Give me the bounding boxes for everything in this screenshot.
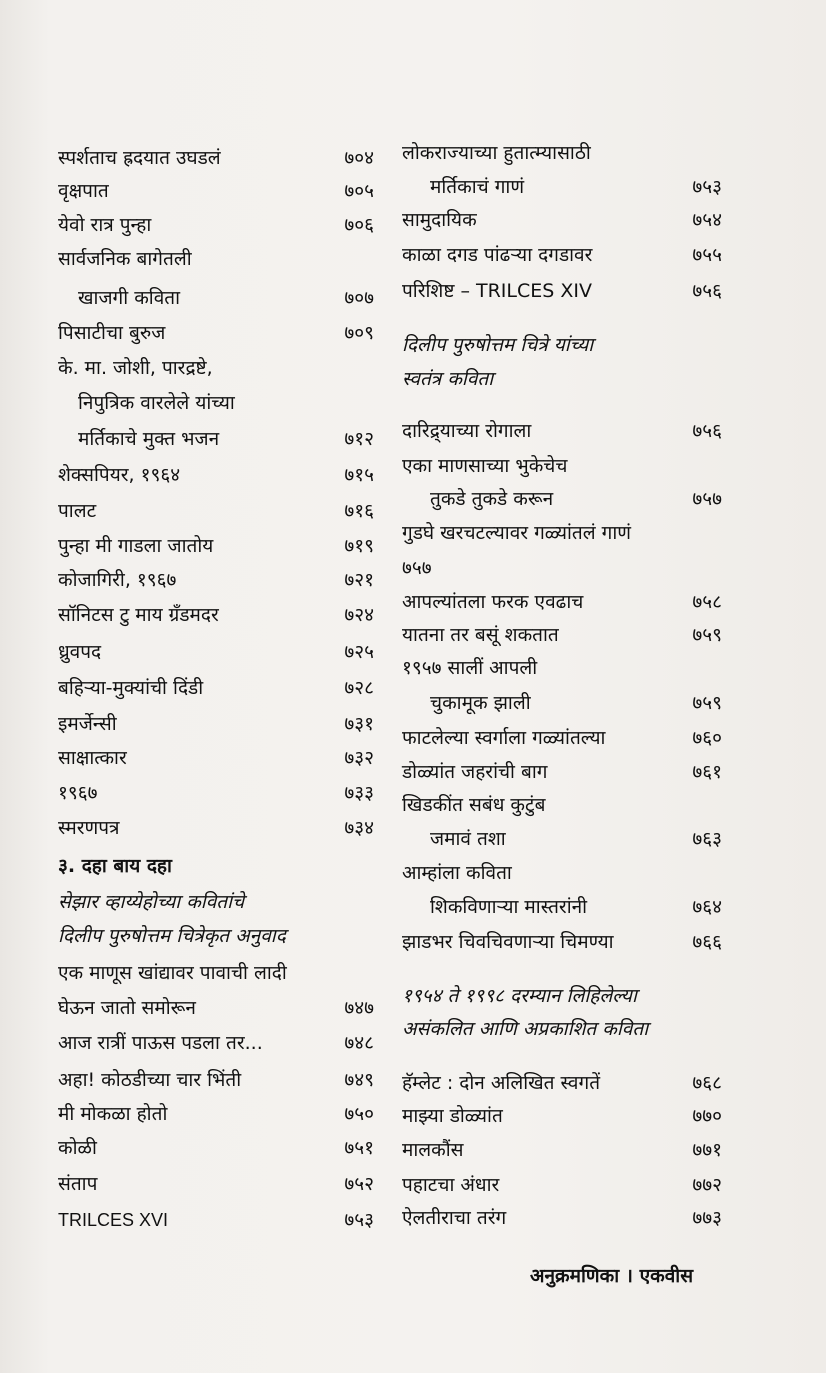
toc-entry-title: झाडभर चिवचिवणाऱ्या चिमण्या [402, 931, 614, 953]
toc-entry [58, 673, 374, 703]
toc-entry-page: ७५९ [692, 692, 722, 714]
toc-entry-title: परिशिष्ट – TRILCES XIV [402, 280, 592, 302]
toc-entry [402, 723, 722, 753]
toc-entry-title: जमावं तशा [430, 828, 506, 850]
toc-entry-title: तुकडे तुकडे करून [430, 488, 554, 510]
toc-entry [402, 1135, 722, 1165]
toc-entry-title: सार्वजनिक बागेतली [58, 248, 192, 270]
toc-entry-title: १९५७ सालीं आपली [402, 657, 538, 679]
toc-entry-title: एका माणसाच्या भुकेचेच [402, 455, 568, 477]
toc-entry [58, 813, 374, 843]
section-subheading [402, 364, 722, 394]
toc-entry-title: हॅम्लेट : दोन अलिखित स्वगतें [402, 1072, 601, 1094]
toc-entry-page: ७५१ [344, 1137, 374, 1159]
toc-entry [58, 210, 374, 240]
toc-entry-title: पुन्हा मी गाडला जातोय [58, 535, 214, 557]
toc-entry [58, 176, 374, 206]
toc-entry-title: मी मोकळा होतो [58, 1103, 168, 1125]
toc-entry-page: ७२४ [344, 604, 374, 626]
toc-entry [402, 790, 722, 820]
toc-entry-title: यातना तर बसूं शकतात [402, 624, 559, 646]
toc-entry-title: येवो रात्र पुन्हा [58, 214, 152, 236]
toc-entry-title: शेक्सपियर, १९६४ [58, 464, 181, 486]
toc-entry-page: ७३३ [344, 782, 374, 804]
toc-entry [58, 353, 374, 383]
toc-entry-title: लोकराज्याच्या हुतात्म्यासाठी [402, 142, 591, 164]
toc-entry-page: ७४७ [344, 997, 374, 1019]
toc-entry [58, 958, 374, 988]
toc-entry-title: कोजागिरी, १९६७ [58, 569, 177, 591]
toc-entry-page: ७५५ [692, 244, 722, 266]
toc-entry [402, 653, 722, 683]
section-subheading-title: दिलीप पुरुषोत्तम चित्रे यांच्या [402, 334, 594, 356]
toc-entry-page: ७१६ [344, 500, 374, 522]
toc-entry [402, 276, 722, 306]
toc-entry-title: फाटलेल्या स्वर्गाला गळ्यांतल्या [402, 727, 606, 749]
section-subheading [402, 981, 722, 1011]
toc-entry-title: मर्तिकाचं गाणं [430, 176, 525, 198]
toc-entry [402, 757, 722, 787]
toc-entry-title: माझ्या डोळ्यांत [402, 1105, 503, 1127]
toc-entry-title: बहिऱ्या-मुक्यांची दिंडी [58, 677, 204, 699]
toc-entry [58, 1028, 374, 1058]
toc-entry [58, 1133, 374, 1163]
toc-entry-title: सामुदायिक [402, 209, 477, 231]
toc-entry [402, 172, 722, 202]
toc-entry [58, 424, 374, 454]
section-heading [58, 851, 374, 881]
toc-entry-page: ७७१ [692, 1139, 722, 1161]
toc-entry-page: ७४८ [344, 1032, 374, 1054]
toc-entry-title: ध्रुवपद [58, 641, 102, 663]
toc-entry [58, 283, 374, 313]
toc-entry-title: खाजगी कविता [78, 287, 181, 309]
toc-entry [58, 143, 374, 173]
toc-entry-page: ७७३ [692, 1207, 722, 1229]
toc-entry [402, 416, 722, 446]
section-subheading [58, 921, 374, 951]
toc-entry [402, 484, 722, 514]
toc-entry-title: ऐलतीराचा तरंग [402, 1207, 507, 1229]
toc-entry-title: के. मा. जोशी, पारद्रष्टे, [58, 357, 213, 379]
toc-entry-title: कोळी [58, 1137, 97, 1159]
toc-entry [402, 824, 722, 854]
toc-entry-title: घेऊन जातो समोरून [58, 997, 196, 1019]
toc-entry-page: ७५० [344, 1103, 374, 1125]
toc-entry-page: ७२१ [344, 569, 374, 591]
toc-entry-page: ७५९ [692, 624, 722, 646]
toc-entry-title: अहा! कोठडीच्या चार भिंती [58, 1069, 242, 1091]
toc-entry-title: आज रात्रीं पाऊस पडला तर... [58, 1032, 263, 1054]
toc-entry-page: ७२५ [344, 641, 374, 663]
section-subheading-title: १९५४ ते १९९८ दरम्यान लिहिलेल्या [402, 985, 637, 1007]
section-subheading-title: सेझार व्हाय्येहोच्या कवितांचे [58, 891, 245, 913]
toc-entry-title: पहाटचा अंधार [402, 1174, 500, 1196]
section-subheading-title: असंकलित आणि अप्रकाशित कविता [402, 1018, 649, 1040]
toc-entry-page: ७०६ [344, 214, 374, 236]
toc-entry-page: ७६० [692, 727, 722, 749]
toc-entry [58, 531, 374, 561]
toc-entry-title: पिसाटीचा बुरुज [58, 322, 166, 344]
toc-entry-page: ७३१ [344, 713, 374, 735]
toc-entry-page: ७५८ [692, 591, 722, 613]
toc-entry [58, 496, 374, 526]
toc-entry-title: आपल्यांतला फरक एवढाच [402, 591, 584, 613]
section-subheading [402, 1014, 722, 1044]
section-subheading [58, 887, 374, 917]
toc-entry [402, 240, 722, 270]
toc-entry-page: ७३२ [344, 747, 374, 769]
toc-entry-page: ७३४ [344, 817, 374, 839]
toc-entry-title: शिकविणाऱ्या मास्तरांनी [430, 896, 588, 918]
toc-entry-title: स्मरणपत्र [58, 817, 120, 839]
toc-entry [58, 388, 374, 418]
toc-entry-page: ७०४ [344, 147, 374, 169]
toc-entry [402, 1203, 722, 1233]
toc-entry [402, 518, 722, 548]
toc-entry [402, 1068, 722, 1098]
toc-entry [58, 1169, 374, 1199]
toc-entry-page: ७५३ [692, 176, 722, 198]
toc-entry-page: ७५६ [692, 280, 722, 302]
toc-entry [402, 451, 722, 481]
toc-entry-title: वृक्षपात [58, 180, 109, 202]
toc-entry-title: इमर्जेन्सी [58, 713, 117, 735]
toc-entry-page: ७७० [692, 1105, 722, 1127]
toc-entry-title: TRILCES XVI [58, 1210, 169, 1230]
toc-entry-page: ७०७ [344, 287, 374, 309]
toc-entry-title: मालकौंस [402, 1139, 464, 1161]
toc-entry [58, 1205, 374, 1235]
toc-entry-page: ७५६ [692, 420, 722, 442]
toc-entry [402, 688, 722, 718]
toc-entry-title: काळा दगड पांढऱ्या दगडावर [402, 244, 593, 266]
toc-entry [58, 637, 374, 667]
toc-entry [58, 1065, 374, 1095]
toc-entry-title: गुडघे खरचटल्यावर गळ्यांतलं गाणं [402, 522, 632, 544]
toc-entry [402, 205, 722, 235]
toc-entry-title: साक्षात्कार [58, 747, 127, 769]
toc-entry-page: ७२८ [344, 677, 374, 699]
toc-entry-page: ७६१ [692, 761, 722, 783]
toc-entry [58, 565, 374, 595]
toc-entry [402, 620, 722, 650]
toc-entry-title: मर्तिकाचे मुक्त भजन [78, 428, 220, 450]
toc-entry-title: आम्हांला कविता [402, 862, 512, 884]
toc-entry-page: ७१२ [344, 428, 374, 450]
toc-entry [58, 318, 374, 348]
toc-entry-page: ७५२ [344, 1173, 374, 1195]
toc-entry-page: ७४९ [344, 1069, 374, 1091]
toc-entry [58, 743, 374, 773]
toc-entry [402, 1170, 722, 1200]
toc-entry [402, 927, 722, 957]
section-subheading-title: स्वतंत्र कविता [402, 368, 494, 390]
toc-entry-title: पालट [58, 500, 97, 522]
toc-entry [402, 892, 722, 922]
toc-entry-title: ७५७ [402, 557, 432, 579]
toc-entry [58, 600, 374, 630]
toc-entry [58, 460, 374, 490]
toc-entry [402, 553, 722, 583]
toc-entry-page: ७५७ [692, 488, 722, 510]
toc-entry-title: स्पर्शताच ह्रदयात उघडलं [58, 147, 221, 169]
toc-entry [58, 1099, 374, 1129]
toc-entry-page: ७१५ [344, 464, 374, 486]
toc-entry-page: ७०५ [344, 180, 374, 202]
toc-entry-title: संताप [58, 1173, 98, 1195]
toc-entry [58, 778, 374, 808]
toc-entry-title: दारिद्र्याच्या रोगाला [402, 420, 532, 442]
toc-entry-page: ७०९ [344, 322, 374, 344]
toc-entry [58, 709, 374, 739]
toc-entry-title: चुकामूक झाली [430, 692, 531, 714]
section-subheading-title: दिलीप पुरुषोत्तम चित्रेकृत अनुवाद [58, 925, 286, 947]
toc-entry-page: ७५४ [692, 209, 722, 231]
toc-entry [402, 138, 722, 168]
toc-entry [402, 587, 722, 617]
toc-entry [402, 858, 722, 888]
section-subheading [402, 330, 722, 360]
page-footer: अनुक्रमणिका । एकवीस [530, 1265, 694, 1287]
section-heading-title: ३. दहा बाय दहा [58, 855, 172, 877]
toc-entry-page: ७६६ [692, 931, 722, 953]
toc-entry-page: ७६३ [692, 828, 722, 850]
toc-entry-title: सॉनिटस टु माय ग्रँडमदर [58, 604, 219, 626]
toc-entry [58, 244, 374, 274]
toc-entry-title: एक माणूस खांद्यावर पावाची लादी [58, 962, 287, 984]
toc-entry-title: १९६७ [58, 782, 98, 804]
toc-entry-page: ७५३ [344, 1209, 374, 1231]
toc-entry-page: ७७२ [692, 1174, 722, 1196]
toc-entry-title: डोळ्यांत जहरांची बाग [402, 761, 548, 783]
toc-entry-page: ७६४ [692, 896, 722, 918]
toc-entry-page: ७१९ [344, 535, 374, 557]
toc-entry-title: निपुत्रिक वारलेले यांच्या [78, 392, 235, 414]
toc-entry-title: खिडकींत सबंध कुटुंब [402, 794, 546, 816]
toc-entry-page: ७६८ [692, 1072, 722, 1094]
toc-entry [402, 1101, 722, 1131]
toc-entry [58, 993, 374, 1023]
